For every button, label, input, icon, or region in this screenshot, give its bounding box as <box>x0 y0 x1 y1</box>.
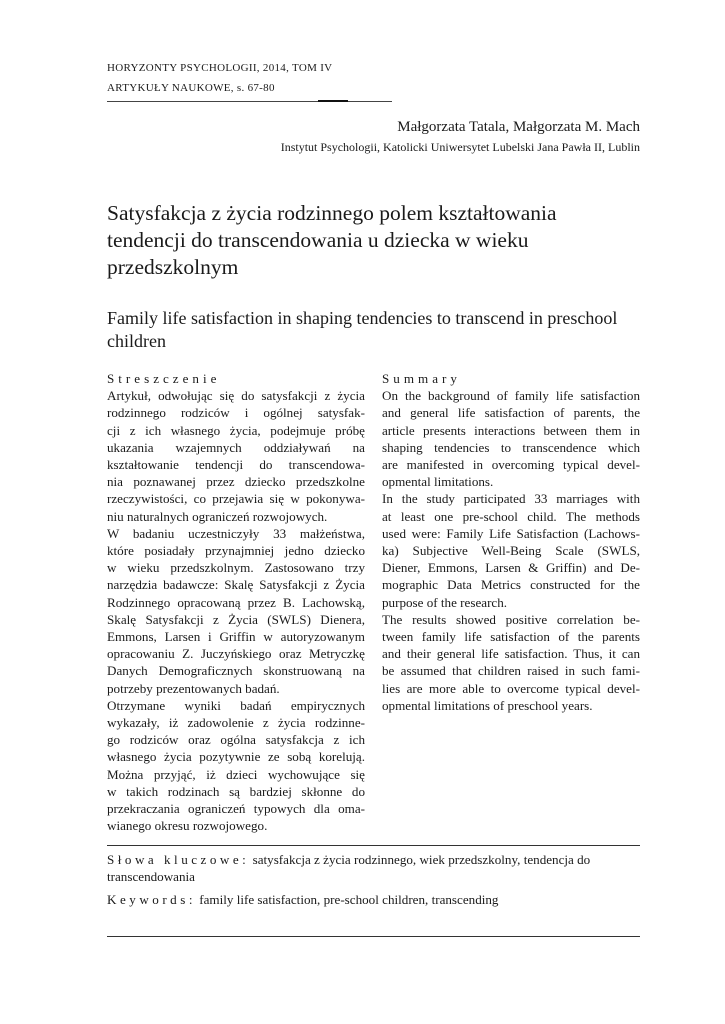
text-line: przekraczania ograniczeń typowych dla oma- <box>107 801 365 817</box>
text-line: Rodzinnego opracowaną przez B. Lachowską, <box>107 594 365 610</box>
text-line: wianego okresu rozwojowego. <box>107 818 268 834</box>
text-line: Skalę Satysfakcji z Życia (SWLS) Dienera, <box>107 611 365 627</box>
text-line: które posiadały przynajmniej jedno dziecko <box>107 543 365 559</box>
text-line: opmental limitations. <box>382 474 494 490</box>
text-line: shaping tendencies to transcendence which <box>382 439 640 455</box>
abstract-polish-heading: Streszczenie <box>107 371 221 386</box>
text-line: article presents interactions between them in <box>382 422 640 438</box>
text-line: potrzeby prezentowanych badań. <box>107 680 280 696</box>
text-line: used were: Family Life Satisfaction (Lachows- <box>382 525 640 541</box>
journal-name: HORYZONTY PSYCHOLOGII, 2014, TOM IV <box>107 62 333 74</box>
author-affiliation: Instytut Psychologii, Katolicki Uniwersytet Lubelski Jana Pawła II, Lublin <box>280 140 640 154</box>
keywords-block <box>107 851 640 914</box>
text-line: kształtowanie tendencji do transcendowa- <box>107 457 365 473</box>
text-line: W badaniu uczestniczyły 33 małżeństwa, <box>107 525 365 541</box>
keywords-rule-top <box>107 845 640 846</box>
text-line: ka) Subjective Well-Being Scale (SWLS, <box>382 543 640 559</box>
title-polish <box>107 200 627 281</box>
header-rule-accent <box>318 100 348 102</box>
abstract-polish <box>107 370 365 834</box>
title-english <box>107 307 637 353</box>
keywords-english-label: Keywords: <box>107 892 196 907</box>
text-line: are manifested in overcoming typical devel- <box>382 457 640 473</box>
text-line: go rodziców oraz ogólna satysfakcja z ich <box>107 732 365 748</box>
keywords-rule-bottom <box>107 936 640 937</box>
abstract-paragraph <box>382 387 640 490</box>
text-line: purpose of the research. <box>382 594 508 610</box>
abstract-paragraph <box>107 525 365 697</box>
keywords-polish-label: Słowa kluczowe: <box>107 852 250 867</box>
text-line: On the background of family life satisfaction <box>382 388 640 404</box>
author-block <box>281 117 640 156</box>
keywords-polish-text: satysfakcja z życia rodzinnego, wiek przedszkolny, tendencja do transcendowania <box>107 852 591 884</box>
abstract-english-heading: Summary <box>382 371 461 386</box>
text-line: The results showed positive correlation be- <box>382 611 640 627</box>
title-polish-line: Satysfakcja z życia rodzinnego polem kształtowania <box>107 201 557 225</box>
text-line: In the study participated 33 marriages with <box>382 491 640 507</box>
text-line: opracowaniu Z. Juczyńskiego oraz Metryczkę <box>107 646 365 662</box>
keywords-english-text: family life satisfaction, pre-school children, transcending <box>195 892 499 907</box>
title-polish-line: tendencji do transcendowania u dziecka w wieku <box>107 228 529 252</box>
text-line: nia poznawanej przez dziecko przedszkolne <box>107 474 365 490</box>
text-line: lies are more able to overcome typical devel- <box>382 680 640 696</box>
abstract-paragraph <box>107 387 365 525</box>
text-line: tween family life satisfaction of the parents <box>382 629 640 645</box>
text-line: w wieku przedszkolnym. Zastosowano trzy <box>107 560 365 576</box>
text-line: and their general life satisfaction. Thus, it can <box>382 646 640 662</box>
text-line: Danych Demograficznych skonstruowaną na <box>107 663 365 679</box>
abstract-paragraph <box>382 611 640 714</box>
author-names: Małgorzata Tatala, Małgorzata M. Mach <box>397 119 640 135</box>
text-line: opmental limitations of preschool years. <box>382 697 593 713</box>
title-english-line: children <box>107 331 166 351</box>
keywords-english <box>107 891 640 908</box>
text-line: własnego życia pozytywnie ze sobą korelują. <box>107 749 365 765</box>
text-line: Artykuł, odwołując się do satysfakcji z życia <box>107 388 365 404</box>
text-line: mographic Data Metrics constructed for the <box>382 577 640 593</box>
text-line: w takich rodzinach są bardziej skłonne do <box>107 783 365 799</box>
text-line: be assumed that children raised in such fami- <box>382 663 640 679</box>
abstract-paragraph <box>382 490 640 610</box>
text-line: Emmons, Larsen i Griffin w autoryzowanym <box>107 629 365 645</box>
journal-section: ARTYKUŁY NAUKOWE, s. 67-80 <box>107 82 275 94</box>
abstract-english <box>382 370 640 714</box>
text-line: ukazania wzajemnych oddziaływań na <box>107 439 365 455</box>
journal-header <box>107 58 397 98</box>
keywords-polish <box>107 851 640 885</box>
text-line: Można przyjąć, iż dzieci wychowujące się <box>107 766 365 782</box>
text-line: Otrzymane wyniki badań empirycznych <box>107 697 365 713</box>
text-line: rzeczywistości, co przejawia się w pokonywa- <box>107 491 365 507</box>
title-polish-line: przedszkolnym <box>107 255 239 279</box>
text-line: rodzinnego rodziców i ogólnej satysfak- <box>107 405 365 421</box>
text-line: niu naturalnych ograniczeń rozwojowych. <box>107 508 328 524</box>
text-line: narzędzia badawcze: Skalę Satysfakcji z Życia <box>107 577 365 593</box>
header-rule <box>107 101 392 102</box>
abstract-paragraph <box>107 697 365 835</box>
text-line: Diener, Emmons, Larsen & Griffin) and De- <box>382 560 640 576</box>
text-line: and general life satisfaction of parents, the <box>382 405 640 421</box>
text-line: at least one pre-school child. The methods <box>382 508 640 524</box>
title-english-line: Family life satisfaction in shaping tendencies to transcend in preschool <box>107 308 618 328</box>
text-line: wykazały, iż zadowolenie z życia rodzinne- <box>107 715 365 731</box>
text-line: cji z ich własnego życia, podejmuje próbę <box>107 422 365 438</box>
